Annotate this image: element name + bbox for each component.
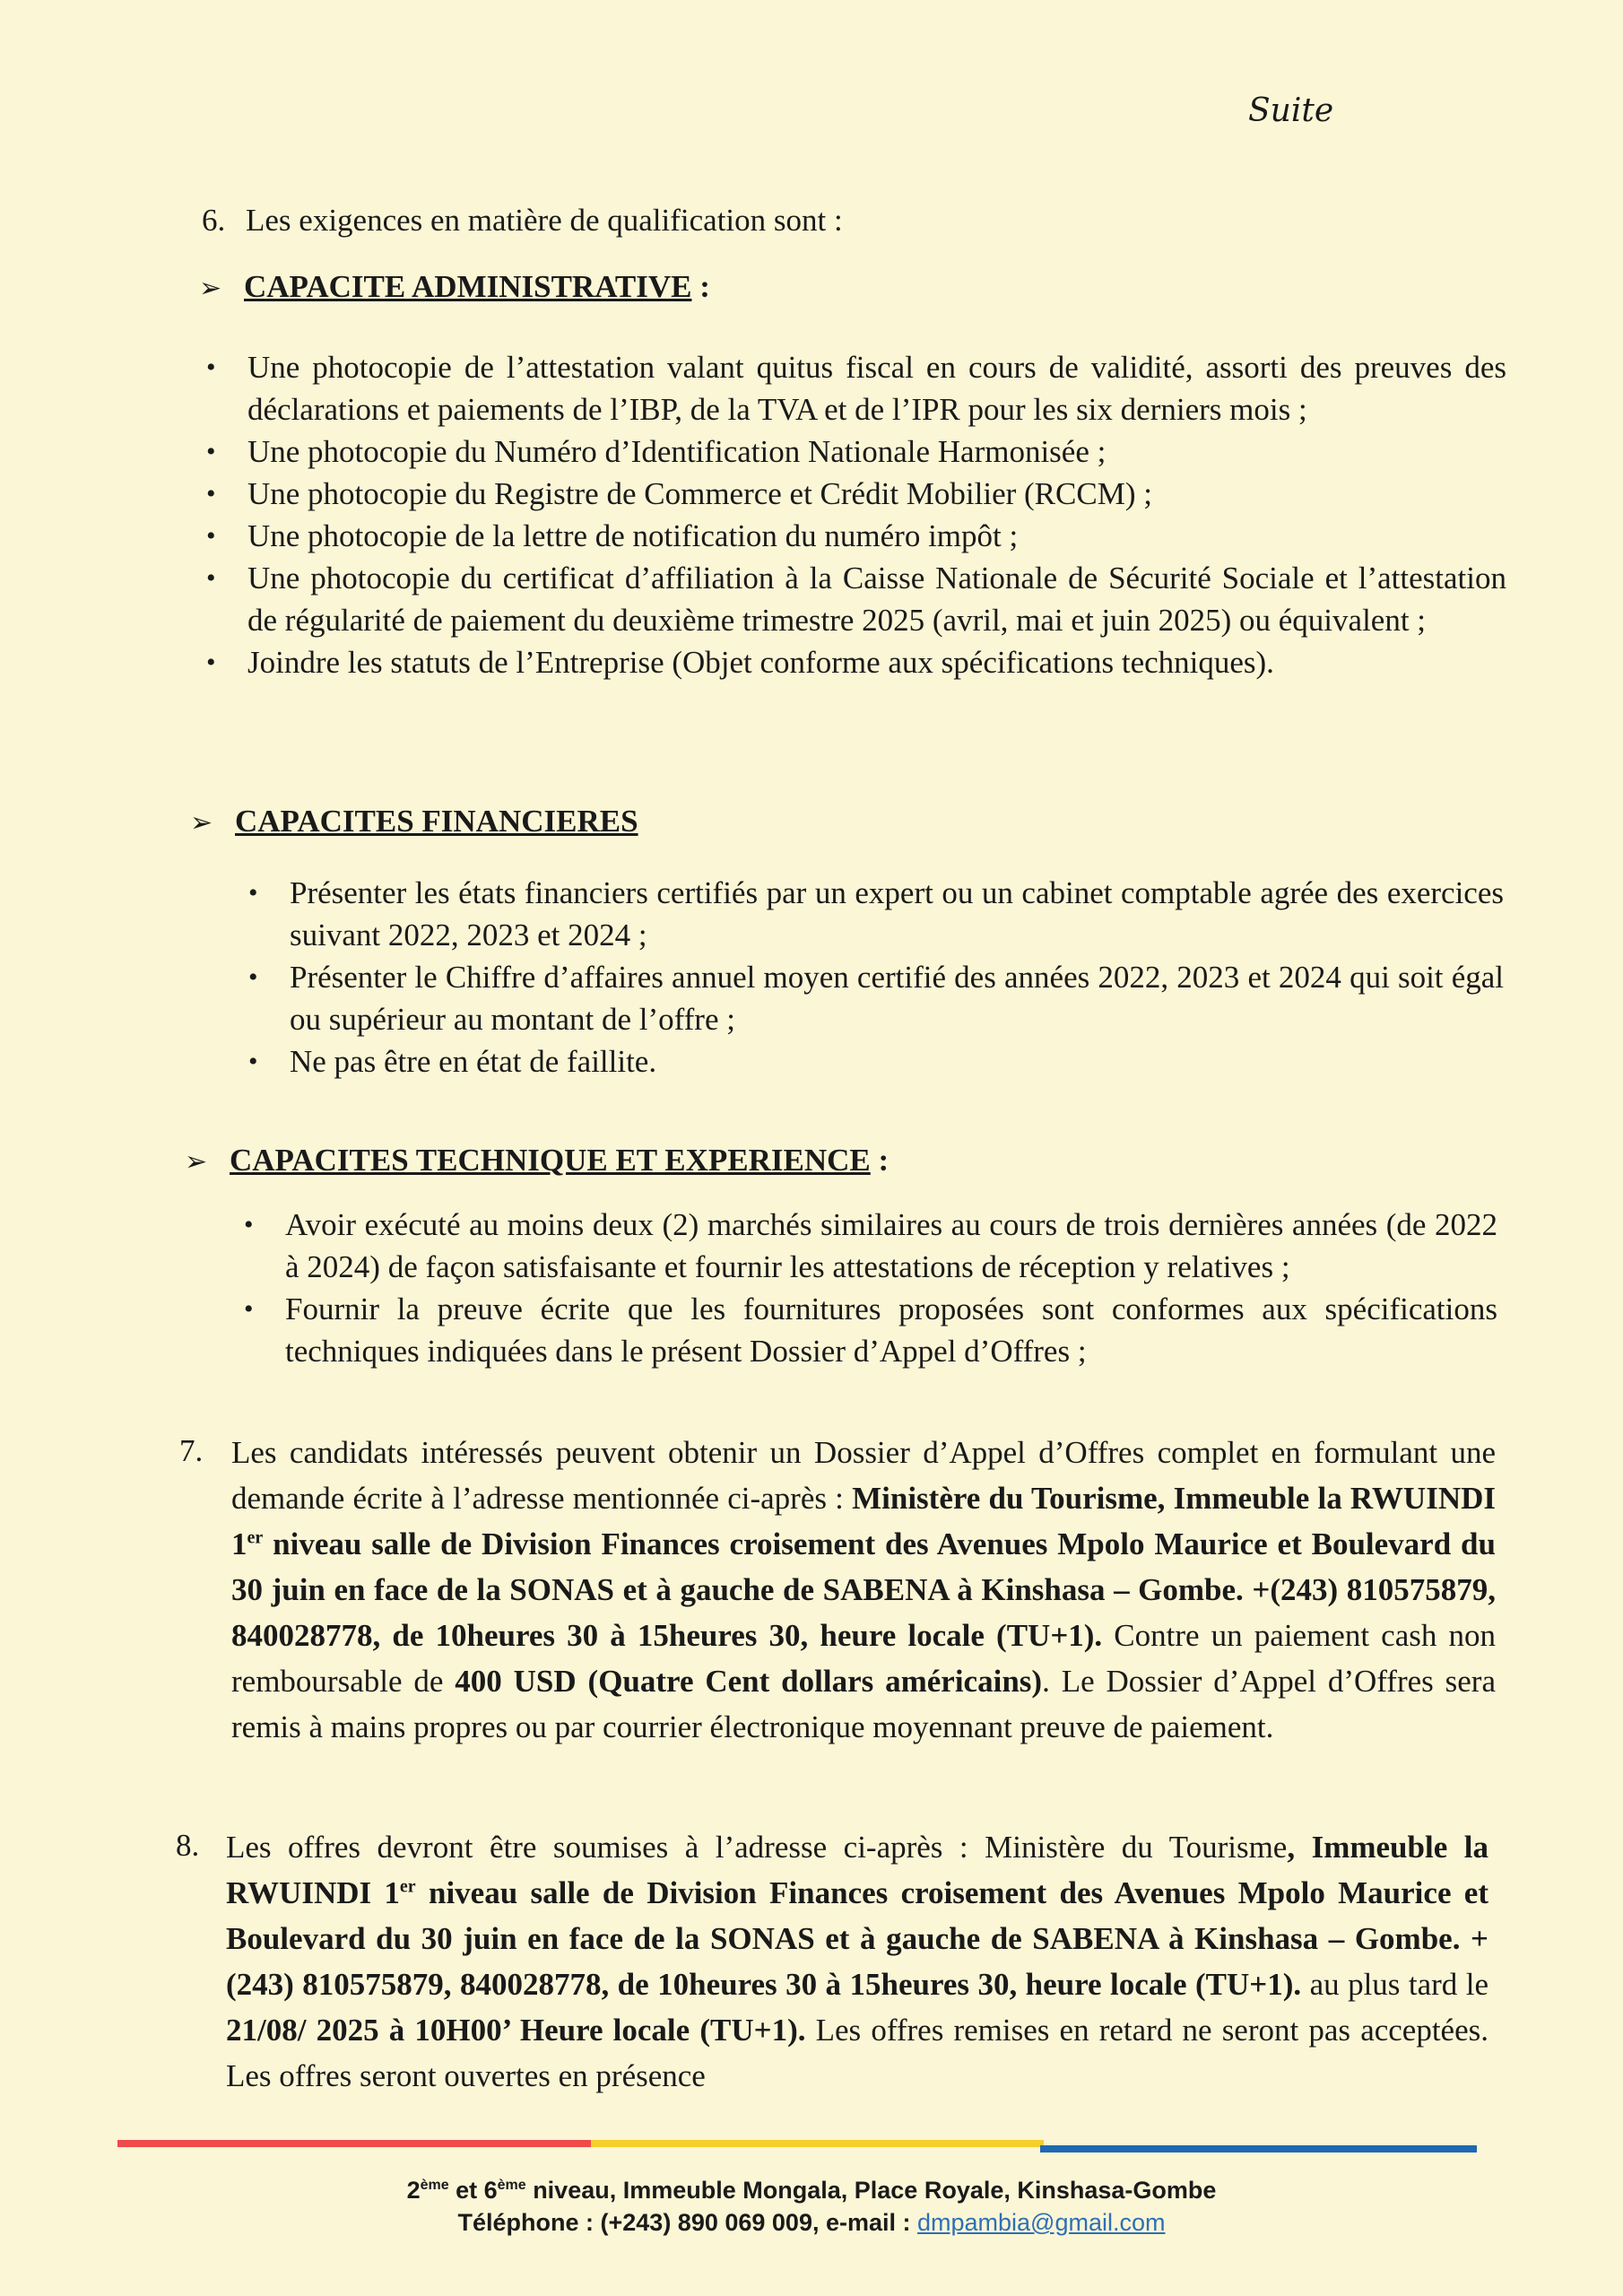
footer-text: 2 (406, 2177, 421, 2204)
price-bold: 400 USD (Quatre Cent dollars américains) (455, 1664, 1043, 1699)
bullet-icon: • (206, 521, 216, 551)
technique-list (244, 1204, 1497, 1372)
heading-suffix: : (870, 1143, 890, 1178)
superscript: ème (497, 2178, 526, 2193)
section-heading-technique (185, 1139, 889, 1183)
list-item-text: Une photocopie du Registre de Commerce et Crédit Mobilier (RCCM) ; (247, 476, 1152, 511)
address-bold: niveau salle de Division Finances croisement des Avenues Mpolo Maurice et Boulevard du 30 juin en face de la SONAS et à gauche de SABENA à Kinshasa – Gombe. +(243) 810575879, 840028778, de 10heures 30 à 15heures 30, heure locale (TU+1). (231, 1526, 1496, 1653)
finance-list (248, 872, 1504, 1083)
arrow-icon: ➢ (185, 1146, 208, 1178)
stripe-yellow (591, 2140, 1044, 2147)
list-item (244, 1204, 1497, 1288)
bullet-icon: • (248, 1047, 258, 1076)
superscript: ème (420, 2178, 449, 2193)
bullet-icon: • (206, 648, 216, 677)
bullet-icon: • (244, 1294, 254, 1324)
heading-text: CAPACITE ADMINISTRATIVE (244, 269, 692, 304)
bullet-icon: • (244, 1210, 254, 1239)
bullet-icon: • (206, 563, 216, 593)
text-segment: . Le Dossier d’Appel d’Offres sera remis à mains propres ou par courrier électronique moyennant preuve de paiement. (231, 1664, 1496, 1744)
item-number: 6. (202, 203, 226, 238)
bullet-icon: • (248, 878, 258, 908)
list-item-text: Présenter le Chiffre d’affaires annuel moyen certifié des années 2022, 2023 et 2024 qui soit égal ou supérieur au montant de l’offre ; (290, 960, 1504, 1037)
list-item (248, 956, 1504, 1040)
address-bold: niveau salle de Division Finances croisement des Avenues Mpolo Maurice et Boulevard du 30 juin en face de la SONAS et à gauche de SABENA à Kinshasa – Gombe. +(243) 810575879, 840028778, de 10heures 30 à 15heures 30, heure locale (TU+1). (226, 1875, 1488, 2002)
stripe-red (117, 2140, 591, 2147)
item-7-paragraph (231, 1430, 1496, 1750)
address-bold: Ministère du Tourisme, Immeuble la RWUINDI 1 (231, 1481, 1497, 1561)
text-segment: Les candidats intéressés peuvent obtenir un Dossier d’Appel d’Offres complet en formulant une demande écrite à l’adresse mentionnée ci-après : (231, 1435, 1496, 1516)
list-item (206, 346, 1506, 430)
bullet-icon: • (206, 479, 216, 509)
list-item (206, 473, 1506, 515)
heading-suffix: : (691, 269, 710, 304)
list-item-text: Une photocopie du certificat d’affiliation à la Caisse Nationale de Sécurité Sociale et l’attestation de régularité de paiement du deuxième trimestre 2025 (avril, mai et juin 2025) ou équivalent ; (247, 561, 1506, 638)
item-text: Les exigences en matière de qualification sont : (246, 203, 843, 238)
superscript: er (399, 1876, 416, 1897)
stripe-blue (1040, 2145, 1477, 2152)
list-item (206, 557, 1506, 641)
list-item-text: Présenter les états financiers certifiés par un expert ou un cabinet comptable agrée des exercices suivant 2022, 2023 et 2024 ; (290, 875, 1504, 952)
section-heading-admin (199, 265, 710, 309)
list-item (206, 430, 1506, 473)
item-number: 7. (179, 1433, 204, 1468)
text-segment: au plus tard le (1301, 1967, 1488, 2002)
footer-contact (0, 2206, 1623, 2239)
list-item (206, 515, 1506, 557)
text-segment: Les offres remises en retard ne seront pas acceptées. Les offres seront ouvertes en présence (226, 2013, 1488, 2093)
item-8-paragraph (226, 1824, 1488, 2099)
bullet-icon: • (206, 437, 216, 466)
heading-text: CAPACITES FINANCIERES (235, 804, 638, 839)
email-link[interactable]: dmpambia@gmail.com (917, 2209, 1166, 2236)
footer-text: et 6 (448, 2177, 498, 2204)
text-segment: Contre un paiement cash non remboursable de (231, 1618, 1496, 1699)
list-item-text: Une photocopie du Numéro d’Identification Nationale Harmonisée ; (247, 434, 1107, 469)
list-item-text: Fournir la preuve écrite que les fournitures proposées sont conformes aux spécifications techniques indiquées dans le présent Dossier d’Appel d’Offres ; (285, 1292, 1497, 1369)
section-heading-finance (190, 800, 638, 844)
suite-label: Suite (1248, 92, 1334, 129)
list-item (248, 1040, 1504, 1083)
footer-phone: Téléphone : (+243) 890 069 009, e-mail : (457, 2209, 917, 2236)
bullet-icon: • (248, 962, 258, 992)
deadline-bold: 21/08/ 2025 à 10H00’ Heure locale (TU+1). (226, 2013, 806, 2048)
arrow-icon: ➢ (199, 273, 222, 304)
list-item (206, 641, 1506, 683)
arrow-icon: ➢ (190, 807, 213, 839)
list-item-text: Joindre les statuts de l’Entreprise (Objet conforme aux spécifications techniques). (247, 645, 1274, 680)
footer-text: niveau, Immeuble Mongala, Place Royale, Kinshasa-Gombe (525, 2177, 1217, 2204)
footer-address (0, 2174, 1623, 2206)
superscript: er (247, 1527, 264, 1548)
address-bold: , Immeuble la RWUINDI 1 (226, 1830, 1488, 1910)
admin-list (206, 346, 1506, 683)
list-item-text: Avoir exécuté au moins deux (2) marchés similaires au cours de trois dernières années (de 2022 à 2024) de façon satisfaisante et fournir les attestations de réception y relatives ; (285, 1207, 1497, 1284)
item-number: 8. (176, 1828, 200, 1863)
heading-text: CAPACITES TECHNIQUE ET EXPERIENCE (230, 1143, 871, 1178)
list-item-text: Une photocopie de la lettre de notification du numéro impôt ; (247, 518, 1019, 553)
bullet-icon: • (206, 352, 216, 382)
list-item (248, 872, 1504, 956)
item-6 (202, 199, 843, 241)
list-item-text: Ne pas être en état de faillite. (290, 1044, 657, 1079)
list-item-text: Une photocopie de l’attestation valant quitus fiscal en cours de validité, assorti des preuves des déclarations et paiements de l’IBP, de la TVA et de l’IPR pour les six derniers mois ; (247, 350, 1506, 427)
list-item (244, 1288, 1497, 1372)
text-segment: Les offres devront être soumises à l’adresse ci-après : Ministère du Tourisme (226, 1830, 1288, 1865)
